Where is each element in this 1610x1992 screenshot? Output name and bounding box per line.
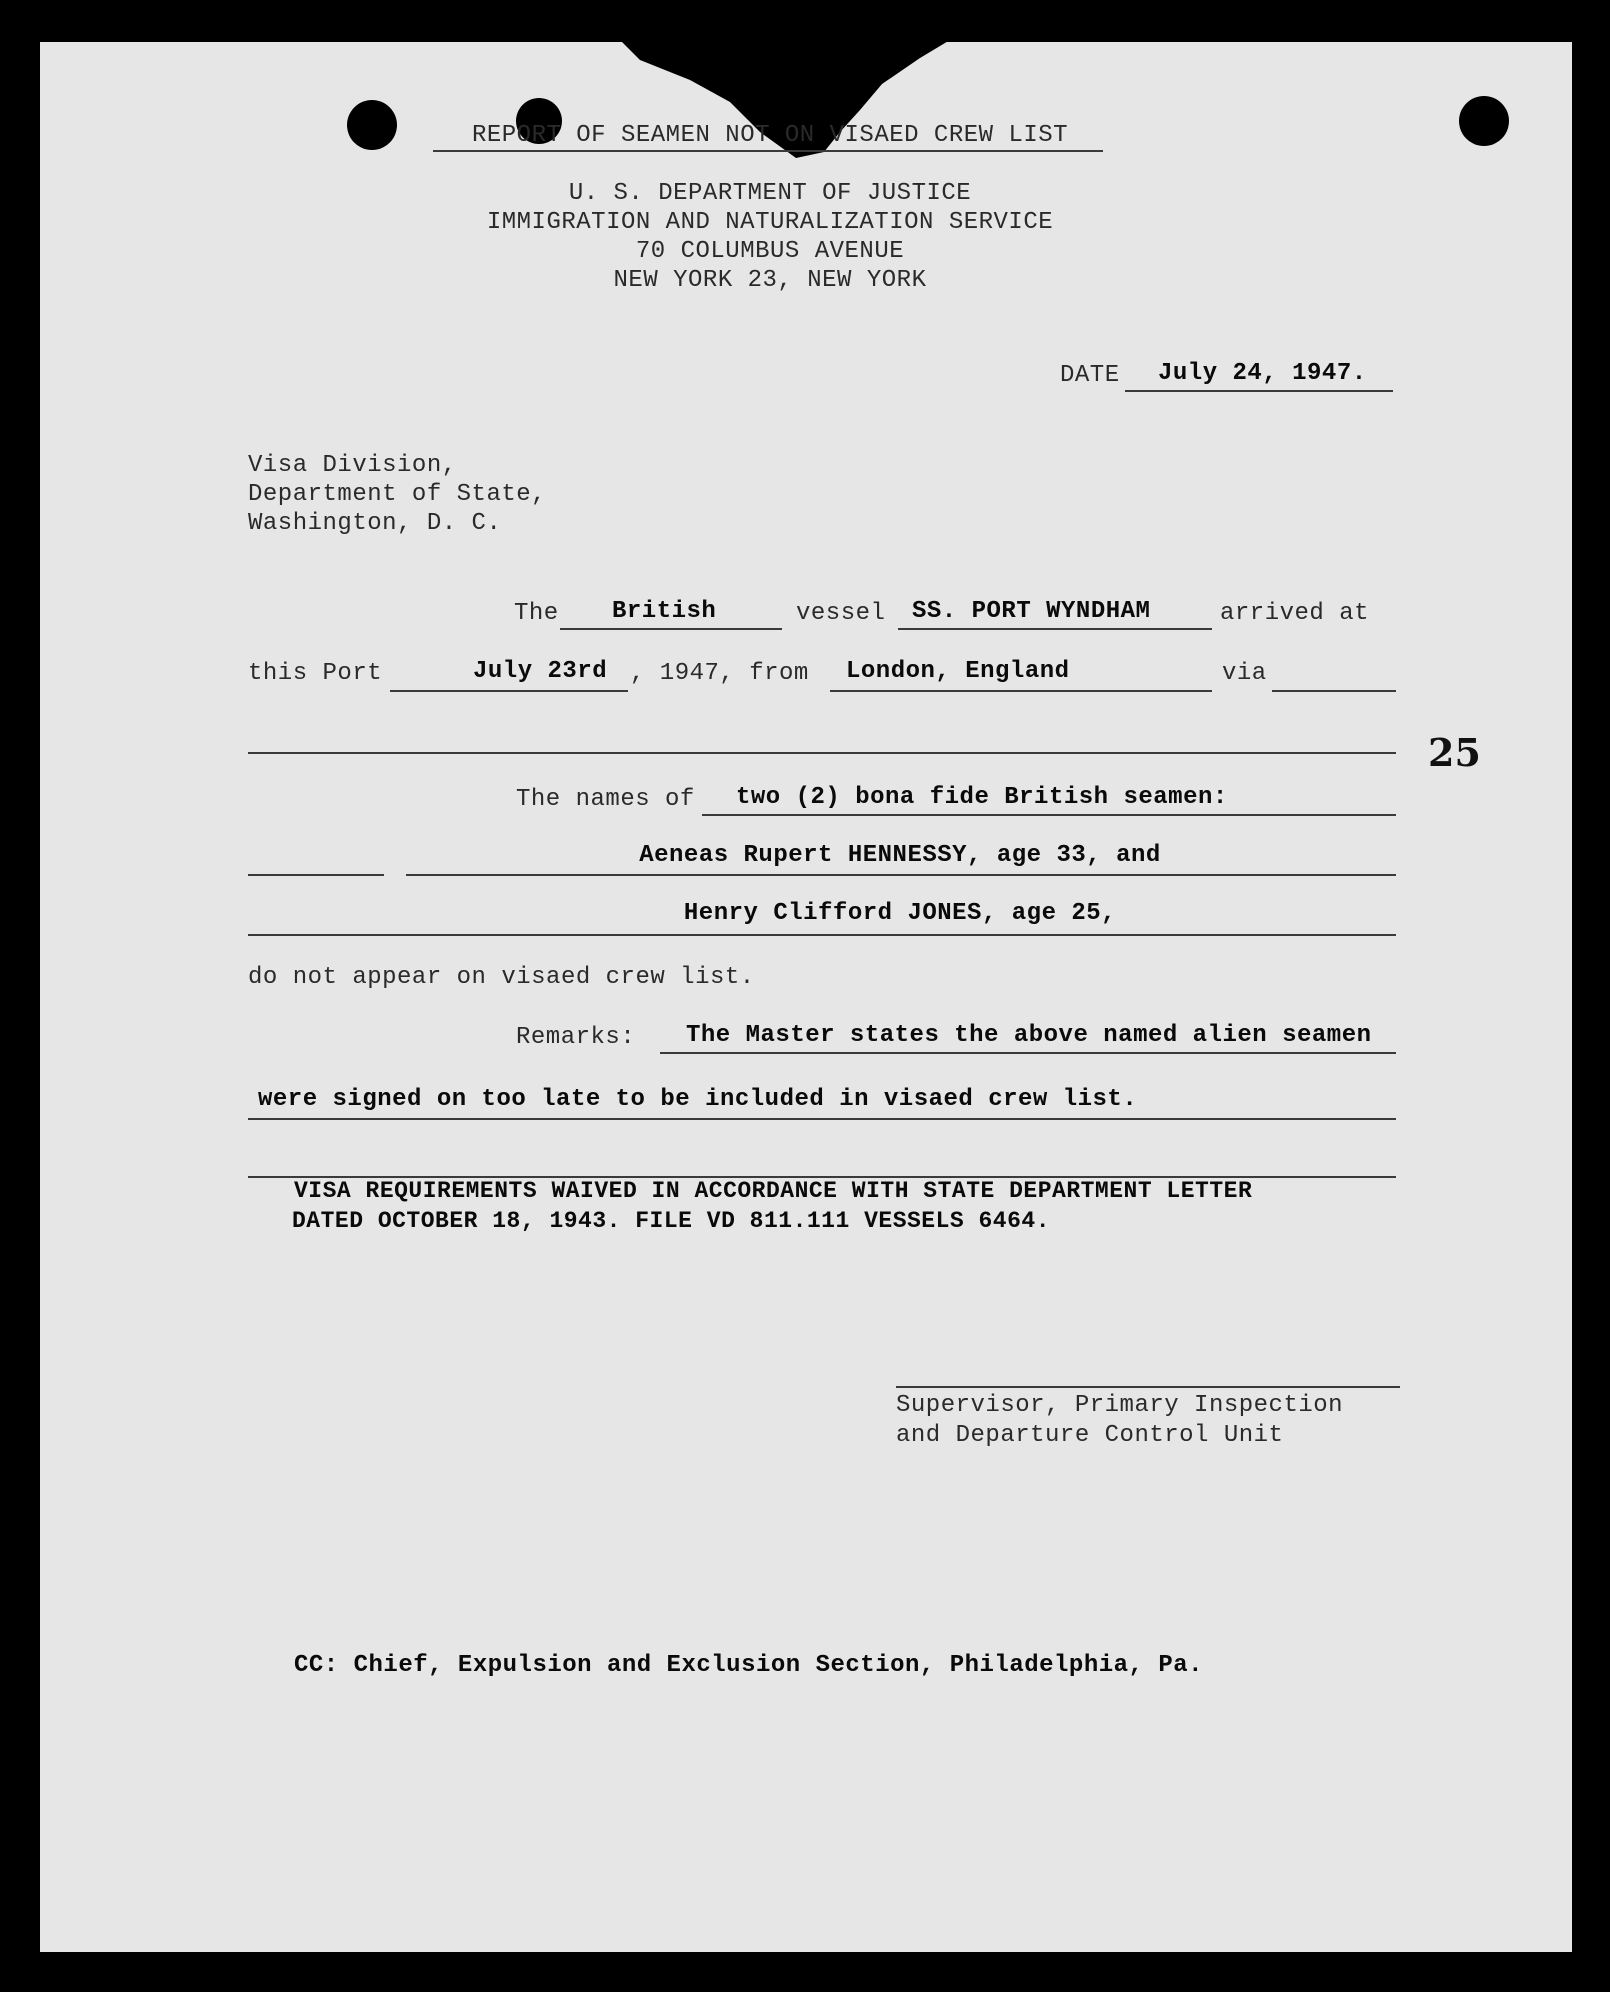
addressee-line-2: Department of State, (248, 481, 547, 508)
seaman-2-underline (248, 934, 1396, 936)
signature-line-1: Supervisor, Primary Inspection (896, 1392, 1344, 1419)
vessel-name-underline (898, 628, 1212, 630)
via-label: via (1222, 660, 1267, 687)
seaman-1-underline-a (248, 874, 384, 876)
seaman-1: Aeneas Rupert HENNESSY, age 33, and (639, 842, 1161, 869)
cc-line: CC: Chief, Expulsion and Exclusion Section, Philadelphia, Pa. (294, 1652, 1204, 1679)
title-underline (433, 150, 1103, 152)
nationality-underline (560, 628, 782, 630)
arrived-label: arrived at (1220, 600, 1370, 627)
seaman-1-underline-b (406, 874, 1396, 876)
remarks-line-2-underline (248, 1118, 1396, 1120)
vessel-label: vessel (796, 600, 886, 627)
agency-line-2: IMMIGRATION AND NATURALIZATION SERVICE (486, 209, 1054, 236)
the-label: The (514, 600, 559, 627)
addressee-line-1: Visa Division, (248, 452, 457, 479)
seamen-intro: two (2) bona fide British seamen: (736, 784, 1228, 811)
signature-line-2: and Departure Control Unit (896, 1422, 1284, 1449)
waiver-line-1: VISA REQUIREMENTS WAIVED IN ACCORDANCE WITH STATE DEPARTMENT LETTER (294, 1178, 1253, 1204)
agency-line-1: U. S. DEPARTMENT OF JUSTICE (568, 180, 972, 207)
addressee-line-3: Washington, D. C. (248, 510, 502, 537)
vessel-nationality: British (612, 598, 717, 625)
punch-hole-right (1459, 96, 1509, 146)
origin-port: London, England (846, 658, 1070, 685)
port-label: this Port (248, 660, 383, 687)
year-from-label: , 1947, from (630, 660, 809, 687)
seamen-intro-underline (702, 814, 1396, 816)
remarks-line-1: The Master states the above named alien seamen (686, 1022, 1372, 1049)
date-value: July 24, 1947. (1158, 360, 1367, 387)
waiver-line-2: DATED OCTOBER 18, 1943. FILE VD 811.111 VESSELS 6464. (292, 1208, 1051, 1234)
via-underline (1272, 690, 1396, 692)
document-page (40, 42, 1572, 1952)
agency-line-3: 70 COLUMBUS AVENUE (635, 238, 905, 265)
remarks-line-1-underline (660, 1052, 1396, 1054)
blank-line (248, 752, 1396, 754)
arrival-date: July 23rd (473, 658, 608, 685)
date-label: DATE (1060, 362, 1120, 389)
seamen-footer: do not appear on visaed crew list. (248, 964, 755, 991)
origin-underline (830, 690, 1212, 692)
remarks-line-2: were signed on too late to be included in visaed crew list. (258, 1086, 1138, 1113)
form-title: REPORT OF SEAMEN NOT ON VISAED CREW LIST (471, 122, 1069, 149)
remarks-label: Remarks: (516, 1024, 636, 1051)
date-underline (1125, 390, 1393, 392)
vessel-name: SS. PORT WYNDHAM (912, 598, 1151, 625)
names-label: The names of (516, 786, 695, 813)
seaman-2: Henry Clifford JONES, age 25, (683, 900, 1117, 927)
signature-line (896, 1386, 1400, 1388)
agency-line-4: NEW YORK 23, NEW YORK (613, 267, 927, 294)
arrival-date-underline (390, 690, 628, 692)
punch-hole-left (347, 100, 397, 150)
page-number: 25 (1428, 730, 1481, 775)
